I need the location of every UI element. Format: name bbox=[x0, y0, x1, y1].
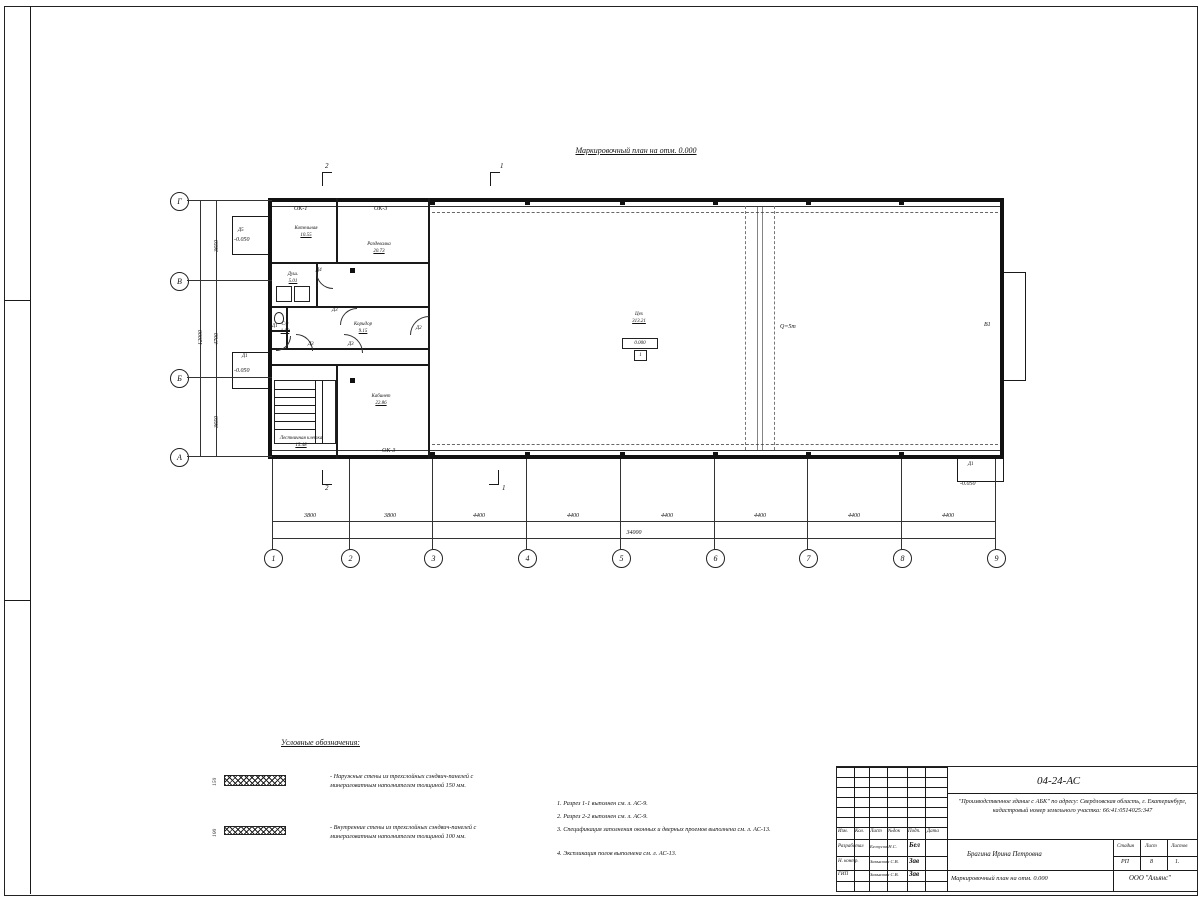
axis-line-8 bbox=[901, 459, 902, 549]
dim-tick bbox=[807, 516, 808, 526]
stamp-div-1 bbox=[947, 793, 1197, 794]
door-mark: Д2 bbox=[416, 326, 422, 331]
legend-swatch-exterior-wall bbox=[224, 775, 286, 786]
column-mark bbox=[350, 268, 355, 273]
note-4: 4. Экспликация полов выполнена см. л. АС-13. bbox=[557, 850, 677, 857]
dimension-total-line-left bbox=[200, 200, 201, 456]
annex-east-bottom bbox=[1004, 380, 1026, 381]
column-mark bbox=[806, 452, 811, 457]
crane-zone bbox=[745, 206, 775, 450]
room-label bbox=[334, 322, 392, 336]
elevation-mark: -0.050 bbox=[234, 237, 250, 243]
porch-se-right bbox=[1003, 459, 1004, 482]
axis-circle-a: А bbox=[170, 448, 189, 467]
axis-circle-g: Г bbox=[170, 192, 189, 211]
annex-west-left-2 bbox=[232, 352, 233, 389]
room-area: 1.80 bbox=[280, 328, 290, 334]
wall-south bbox=[268, 455, 1004, 459]
door-mark: Д5 bbox=[238, 228, 244, 233]
section-mark-tail bbox=[322, 172, 332, 173]
stamp-sign-razrabotal: Бел bbox=[909, 841, 920, 849]
stamp-sign-gip: Зав bbox=[909, 870, 920, 878]
door-mark: Д1 bbox=[242, 354, 248, 359]
dimension-value: 4400 bbox=[848, 513, 860, 519]
stamp-col-kol: Кол. bbox=[855, 829, 864, 834]
elevation-mark: -0.050 bbox=[234, 368, 250, 374]
dim-tick bbox=[526, 516, 527, 526]
stamp-col-podp: Подп. bbox=[908, 829, 921, 834]
stamp-sheets-head: Листов bbox=[1171, 844, 1188, 849]
axis-line-7 bbox=[807, 459, 808, 549]
legend-swatch-interior-wall bbox=[224, 826, 286, 835]
legend-thickness-100: 100 bbox=[212, 828, 218, 837]
wall-north bbox=[268, 198, 1004, 202]
annex-east-top bbox=[1004, 272, 1026, 273]
dim-tick bbox=[620, 516, 621, 526]
column-mark bbox=[620, 452, 625, 457]
stamp-div-4 bbox=[1113, 839, 1114, 891]
stamp-name-gip: Завьялова С.В. bbox=[870, 872, 899, 877]
column-mark bbox=[713, 452, 718, 457]
room-name: Лестничная клетка bbox=[279, 436, 323, 441]
dimension-chain-bottom bbox=[272, 521, 996, 522]
revision-grid bbox=[837, 767, 947, 891]
room-label bbox=[272, 272, 314, 286]
dim-tick bbox=[272, 516, 273, 526]
annex-west-top-2 bbox=[232, 352, 269, 353]
dimension-value: 4400 bbox=[661, 513, 673, 519]
stamp-col-list: Лист bbox=[870, 829, 882, 834]
axis-line-2 bbox=[349, 459, 350, 549]
axis-circle-b: Б bbox=[170, 369, 189, 388]
stamp-name-nkontr: Завьялова С.В. bbox=[870, 859, 899, 864]
stamp-role-razrabotal: Разработал bbox=[838, 844, 864, 849]
axis-circle-7: 7 bbox=[799, 549, 818, 568]
dimension-value: 4400 bbox=[567, 513, 579, 519]
room-name: Кабинет bbox=[371, 394, 391, 399]
room-area: 15.48 bbox=[295, 442, 307, 448]
dimension-total-line bbox=[272, 538, 996, 539]
dimension-total: 34000 bbox=[626, 530, 642, 536]
column-mark bbox=[525, 452, 530, 457]
annex-west-bot-1 bbox=[232, 254, 269, 255]
plan-title: Маркировочный план на отм. 0.000 bbox=[575, 146, 697, 155]
door-mark: Д3 bbox=[308, 342, 314, 347]
stamp-col-ndok: №док bbox=[888, 829, 901, 834]
column-mark bbox=[350, 378, 355, 383]
section-mark-line bbox=[322, 470, 323, 484]
section-mark-label: 2 bbox=[325, 484, 329, 492]
wall-east bbox=[1000, 198, 1004, 459]
section-mark-line bbox=[322, 172, 323, 186]
axis-circle-v: В bbox=[170, 272, 189, 291]
section-mark-label: 1 bbox=[500, 162, 504, 170]
room-name: Душ. bbox=[287, 272, 299, 277]
column-mark bbox=[806, 200, 811, 205]
porch-se-left bbox=[957, 459, 958, 481]
stamp-sheet-name: Маркировочный план на отм. 0.000 bbox=[951, 875, 1048, 882]
room-label bbox=[352, 394, 410, 408]
column-mark bbox=[430, 200, 435, 205]
dim-tick bbox=[272, 533, 273, 543]
section-mark-label: 2 bbox=[325, 162, 329, 170]
room-name: Котельная bbox=[294, 226, 318, 231]
legend-text-exterior: - Наружные стены из трехслойных сэндвич-панелей с минераловатным наполнителем толщиной 150 мм. bbox=[330, 773, 474, 790]
column-mark bbox=[899, 200, 904, 205]
column-mark bbox=[525, 200, 530, 205]
dimension-value-left: 3650 bbox=[214, 416, 220, 428]
crane-rail-right bbox=[762, 206, 763, 450]
dimension-value-left: 4700 bbox=[214, 333, 220, 345]
dim-tick bbox=[901, 516, 902, 526]
annex-west-left-1 bbox=[232, 216, 233, 255]
stamp-sheet-head: Лист bbox=[1145, 844, 1157, 849]
dim-tick-h bbox=[211, 200, 221, 201]
dim-tick-h bbox=[211, 456, 221, 457]
note-1: 1. Разрез 1-1 выполнен см. л. АС-9. bbox=[557, 800, 648, 807]
door-mark: В1 bbox=[984, 322, 991, 328]
stamp-div-2 bbox=[947, 839, 1197, 840]
legend-text-interior: - Внутренние стены из трехслойных сэндвич-панелей с минераловатным наполнителем толщиной 100 мм. bbox=[330, 824, 477, 841]
room-area: 22.86 bbox=[375, 400, 387, 406]
stamp-div-6 bbox=[1140, 839, 1141, 870]
section-mark-label: 1 bbox=[502, 484, 506, 492]
room-name: Цех bbox=[635, 312, 643, 317]
crane-rail-left bbox=[757, 206, 758, 450]
annex-west-bot-2 bbox=[232, 388, 269, 389]
stamp-div-3 bbox=[947, 870, 1197, 871]
shower-tray bbox=[276, 286, 292, 302]
axis-circle-3: 3 bbox=[424, 549, 443, 568]
dim-tick bbox=[714, 516, 715, 526]
annex-east-right bbox=[1025, 272, 1026, 381]
door-mark: Д3 bbox=[332, 308, 338, 313]
room-area: 10.55 bbox=[300, 232, 312, 238]
stamp-role-gip: ГИП bbox=[838, 872, 849, 877]
dim-tick bbox=[349, 516, 350, 526]
elevation-mark: -0.050 bbox=[960, 481, 976, 487]
door-mark: Д3 bbox=[348, 342, 354, 347]
note-3: 3. Спецификация заполнения оконных и дверных проемов выполнена см. л. АС-13. bbox=[557, 826, 771, 833]
dimension-value: 4400 bbox=[942, 513, 954, 519]
window-mark: ОК-3 bbox=[382, 448, 396, 454]
section-mark-tail bbox=[490, 172, 500, 173]
room-label bbox=[612, 312, 666, 326]
dimension-value-left: 3650 bbox=[214, 240, 220, 252]
stamp-stage-val: РП bbox=[1121, 859, 1129, 865]
legend-title: Условные обозначения: bbox=[281, 738, 360, 747]
stamp-stage-head: Стадия bbox=[1117, 844, 1134, 849]
dim-tick bbox=[995, 533, 996, 543]
room-area: 313.21 bbox=[632, 318, 646, 324]
column-mark bbox=[713, 200, 718, 205]
stamp-sign-nkontr: Зав bbox=[909, 857, 920, 865]
window-mark: ОК-3 bbox=[374, 206, 388, 212]
sheet-left-margin bbox=[30, 6, 31, 894]
dimension-total-left: 12000 bbox=[198, 330, 204, 345]
legend-thickness-150: 150 bbox=[212, 777, 218, 786]
axis-circle-6: 6 bbox=[706, 549, 725, 568]
crane-label: Q=5т bbox=[780, 324, 796, 330]
annex-west-top-1 bbox=[232, 216, 269, 217]
dimension-value: 3800 bbox=[384, 513, 396, 519]
stamp-div-7 bbox=[1167, 839, 1168, 870]
dim-tick bbox=[432, 516, 433, 526]
room-area: 20.73 bbox=[373, 248, 385, 254]
room-label bbox=[262, 436, 340, 450]
section-mark-tail bbox=[489, 484, 499, 485]
room-name: С/у bbox=[281, 322, 289, 327]
column-mark bbox=[430, 452, 435, 457]
stamp-col-data: Дата bbox=[927, 829, 939, 834]
stamp-code: 04-24-АС bbox=[1037, 775, 1081, 787]
shop-dash-north bbox=[432, 212, 998, 213]
stamp-object-name: "Производственное здание с АБК" по адресу: Свердловская область, г. Екатеринбург, кадастровый номер земельного участка: 66:41:0514025:347 bbox=[958, 798, 1187, 814]
stamp-sheets-val: 1. bbox=[1175, 859, 1180, 865]
door-mark: Д1 bbox=[272, 324, 278, 329]
room-label bbox=[344, 242, 414, 256]
title-block bbox=[836, 766, 1198, 892]
room-area: 9.15 bbox=[358, 328, 368, 334]
sheet-left-tab-bottom bbox=[4, 600, 31, 601]
section-mark-line bbox=[498, 470, 499, 484]
room-label bbox=[278, 226, 334, 240]
stamp-name-razrabotal: Белоусов Н.С. bbox=[870, 844, 897, 849]
room-area: 5.01 bbox=[288, 278, 298, 284]
dimension-value: 3800 bbox=[304, 513, 316, 519]
axis-circle-9: 9 bbox=[987, 549, 1006, 568]
sheet-left-tab-top bbox=[4, 300, 31, 301]
stamp-role-nkontr: Н. контр. bbox=[838, 859, 859, 864]
stamp-col-izm: Изм. bbox=[838, 829, 848, 834]
column-mark bbox=[899, 452, 904, 457]
stamp-sheet-val: 8 bbox=[1150, 859, 1153, 865]
axis-line-4 bbox=[526, 459, 527, 549]
dimension-value: 4400 bbox=[473, 513, 485, 519]
section-mark-line bbox=[490, 172, 491, 186]
door-mark: Д4 bbox=[316, 268, 322, 273]
axis-line-5 bbox=[620, 459, 621, 549]
shower-tray bbox=[294, 286, 310, 302]
dim-tick-h bbox=[195, 200, 205, 201]
dim-tick-h bbox=[195, 456, 205, 457]
floor-level-box: 0.000 bbox=[622, 338, 658, 349]
axis-circle-2: 2 bbox=[341, 549, 360, 568]
axis-line-6 bbox=[714, 459, 715, 549]
partition-v-1 bbox=[336, 198, 338, 264]
room-name: Коридор bbox=[353, 322, 373, 327]
room-name: Раздевалка bbox=[367, 242, 391, 247]
floor-type-box: 1 bbox=[634, 350, 647, 361]
axis-circle-4: 4 bbox=[518, 549, 537, 568]
shop-dash-south bbox=[432, 444, 998, 445]
partition-h-1 bbox=[272, 262, 430, 264]
stamp-company: ООО "Альянс" bbox=[1129, 875, 1171, 882]
dim-tick-h bbox=[211, 377, 221, 378]
dim-tick bbox=[995, 516, 996, 526]
axis-circle-5: 5 bbox=[612, 549, 631, 568]
axis-circle-1: 1 bbox=[264, 549, 283, 568]
stamp-div-5 bbox=[1113, 856, 1197, 857]
axis-circle-8: 8 bbox=[893, 549, 912, 568]
partition-h-4 bbox=[272, 364, 430, 366]
dim-tick-h bbox=[211, 280, 221, 281]
axis-line-3 bbox=[432, 459, 433, 549]
note-2: 2. Разрез 2-2 выполнен см. л. АС-9. bbox=[557, 813, 648, 820]
door-mark: Д1 bbox=[968, 462, 974, 467]
staircase bbox=[274, 380, 336, 444]
window-mark: ОК-1 bbox=[294, 206, 308, 212]
column-mark bbox=[620, 200, 625, 205]
stamp-customer: Брагина Ирина Петровна bbox=[967, 851, 1042, 858]
dimension-value: 4400 bbox=[754, 513, 766, 519]
partition-h-2 bbox=[272, 306, 430, 308]
